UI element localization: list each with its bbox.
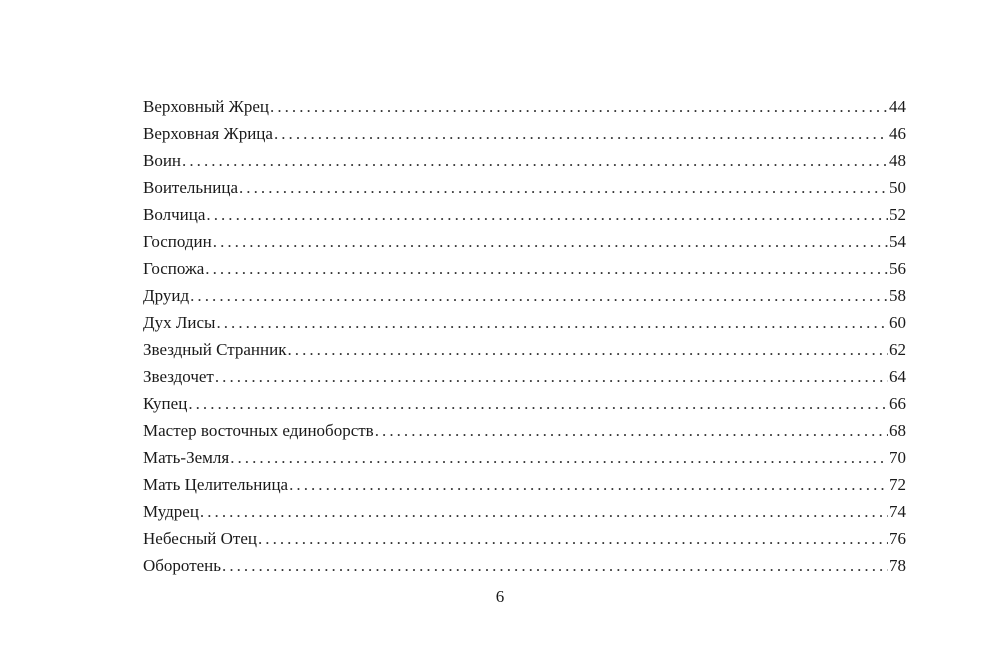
toc-entry [143, 201, 906, 228]
dot-leader [274, 120, 888, 147]
toc-entry-title: Звездочет [143, 367, 214, 386]
toc-entry-title: Оборотень [143, 556, 222, 575]
dot-leader [230, 444, 888, 471]
toc-entry-title: Мастер восточных единоборств [143, 421, 374, 440]
toc-entry-page-number: 48 [889, 151, 906, 170]
toc-entry [143, 471, 906, 498]
toc-entry [143, 174, 906, 201]
toc-entry-page-number: 46 [889, 124, 906, 143]
toc-entry-page-number: 58 [889, 286, 906, 305]
dot-leader [188, 390, 888, 417]
toc-entry-title: Дух Лисы [143, 313, 216, 332]
toc-entry-page-number: 44 [889, 97, 906, 116]
table-of-contents [143, 93, 906, 579]
toc-entry [143, 525, 906, 552]
dot-leader [190, 282, 888, 309]
toc-entry-title: Мать Целительница [143, 475, 289, 494]
toc-entry-page-number: 78 [889, 556, 906, 575]
toc-entry [143, 309, 906, 336]
dot-leader [289, 471, 888, 498]
toc-entry-page-number: 66 [889, 394, 906, 413]
dot-leader [222, 552, 888, 579]
dot-leader [213, 228, 888, 255]
toc-entry-title: Господин [143, 232, 212, 251]
dot-leader [215, 363, 888, 390]
toc-entry-page-number: 68 [889, 421, 906, 440]
toc-entry-page-number: 74 [889, 502, 906, 521]
toc-entry-page-number: 62 [889, 340, 906, 359]
toc-entry-title: Звездный Странник [143, 340, 287, 359]
toc-entry [143, 444, 906, 471]
toc-entry-page-number: 70 [889, 448, 906, 467]
toc-entry [143, 282, 906, 309]
toc-entry-title: Друид [143, 286, 190, 305]
toc-entry [143, 552, 906, 579]
toc-entry-title: Верховный Жрец [143, 97, 270, 116]
dot-leader [239, 174, 888, 201]
toc-entry-page-number: 52 [889, 205, 906, 224]
toc-entry-page-number: 60 [889, 313, 906, 332]
toc-entry-page-number: 54 [889, 232, 906, 251]
dot-leader [287, 336, 888, 363]
toc-entry-title: Верховная Жрица [143, 124, 273, 143]
dot-leader [270, 93, 888, 120]
dot-leader [200, 498, 888, 525]
toc-entry-title: Воин [143, 151, 182, 170]
dot-leader [375, 417, 888, 444]
dot-leader [216, 309, 888, 336]
toc-entry [143, 417, 906, 444]
toc-entry-title: Мудрец [143, 502, 199, 521]
toc-entry [143, 363, 906, 390]
toc-entry-title: Волчица [143, 205, 206, 224]
toc-entry [143, 336, 906, 363]
toc-entry-page-number: 50 [889, 178, 906, 197]
toc-entry-title: Небесный Отец [143, 529, 257, 548]
toc-entry-page-number: 72 [889, 475, 906, 494]
dot-leader [205, 255, 888, 282]
toc-entry-page-number: 76 [889, 529, 906, 548]
toc-entry-title: Мать-Земля [143, 448, 230, 467]
toc-entry-page-number: 64 [889, 367, 906, 386]
toc-entry-title: Купец [143, 394, 188, 413]
toc-entry-title: Госпожа [143, 259, 205, 278]
toc-entry [143, 498, 906, 525]
toc-entry-page-number: 56 [889, 259, 906, 278]
dot-leader [258, 525, 888, 552]
toc-entry [143, 93, 906, 120]
toc-entry [143, 120, 906, 147]
toc-entry [143, 255, 906, 282]
toc-entry-title: Воительница [143, 178, 238, 197]
toc-entry [143, 147, 906, 174]
toc-entry [143, 390, 906, 417]
page-number: 6 [495, 587, 505, 606]
dot-leader [182, 147, 888, 174]
dot-leader [206, 201, 888, 228]
toc-entry [143, 228, 906, 255]
